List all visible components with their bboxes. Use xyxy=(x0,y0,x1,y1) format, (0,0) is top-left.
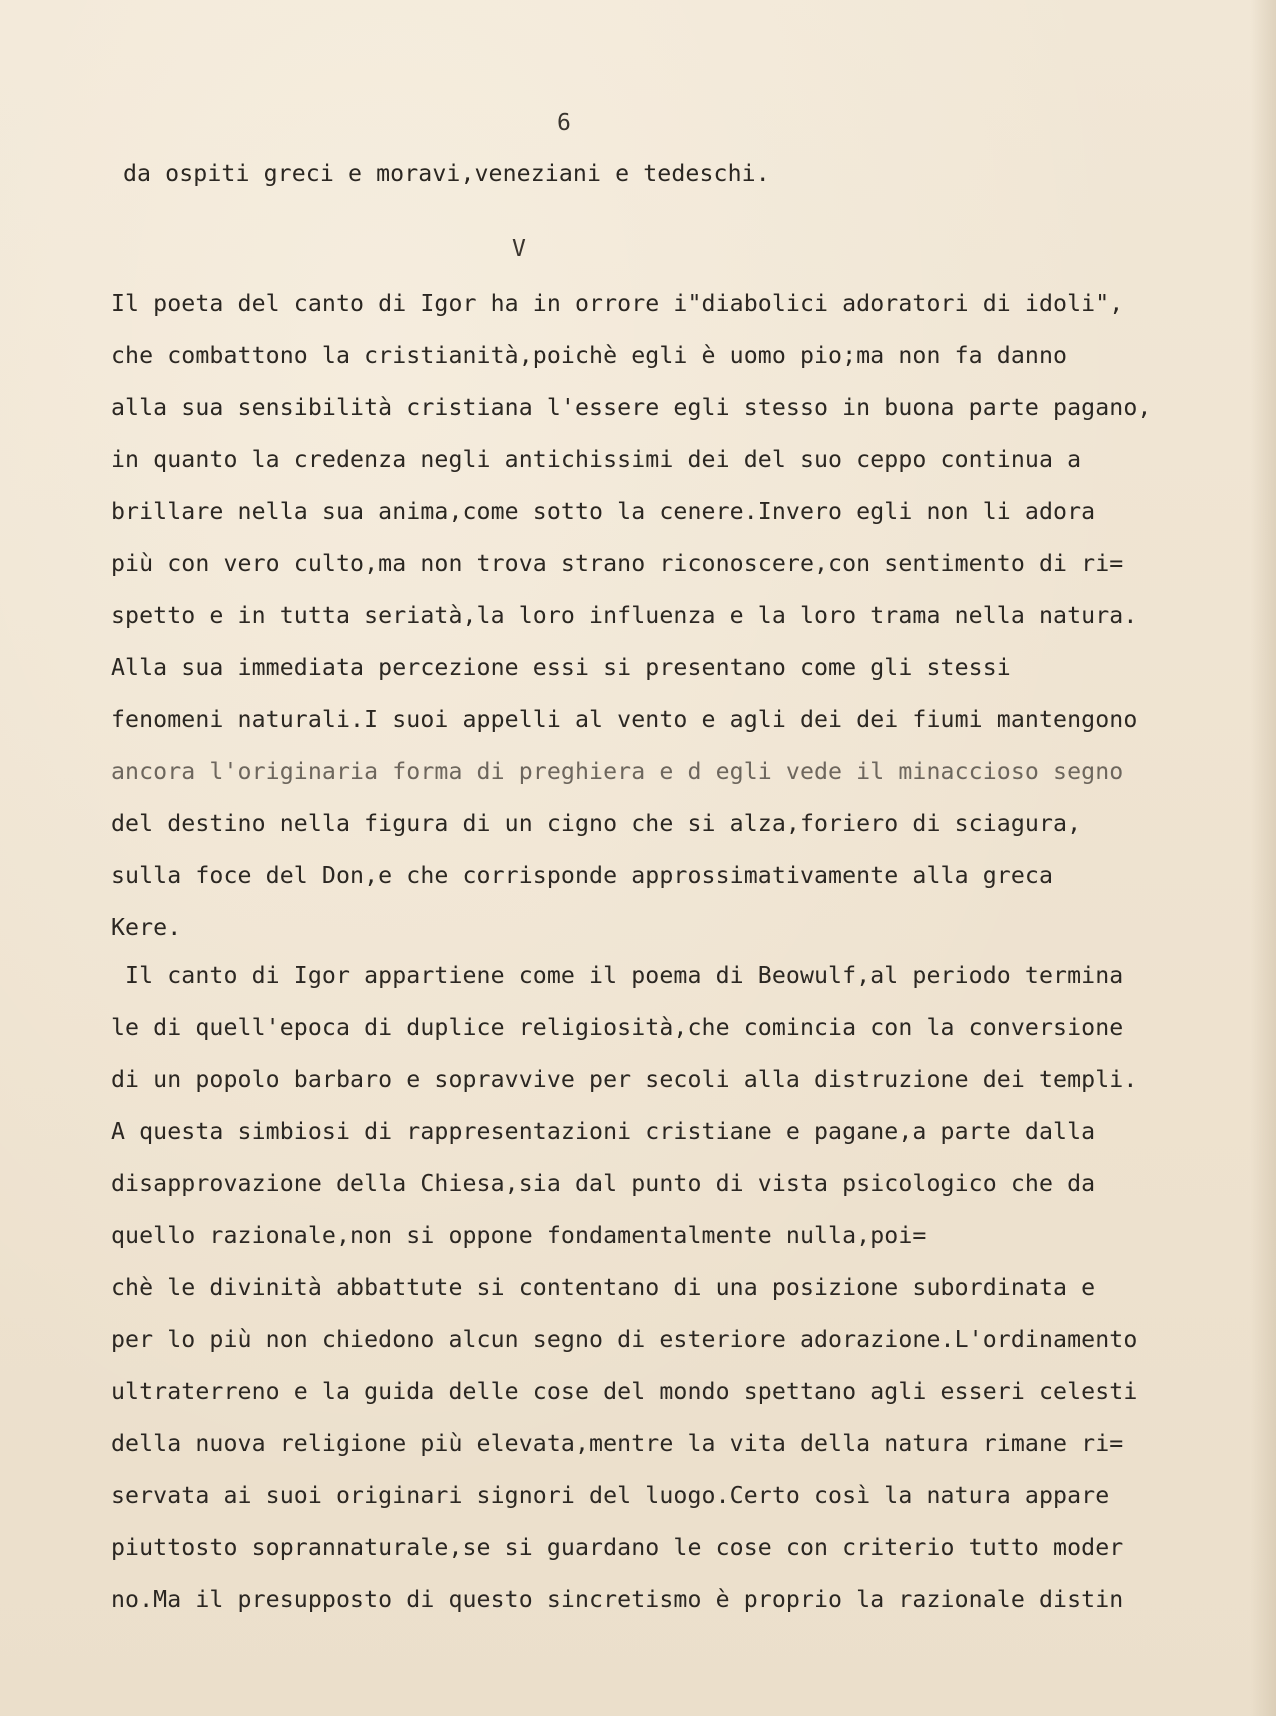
text-line: in quanto la credenza negli antichissimi dei del suo ceppo continua a xyxy=(111,446,1082,473)
text-line: brillare nella sua anima,come sotto la cenere.Invero egli non li adora xyxy=(111,498,1096,525)
text-line: Kere. xyxy=(111,914,182,941)
text-line: ultraterreno e la guida delle cose del mondo spettano agli esseri celesti xyxy=(111,1378,1138,1405)
text-line: Il poeta del canto di Igor ha in orrore i"diabolici adoratori di idoli", xyxy=(111,290,1124,317)
text-line: più con vero culto,ma non trova strano riconoscere,con sentimento di ri= xyxy=(111,550,1124,577)
text-line: disapprovazione della Chiesa,sia dal punto di vista psicologico che da xyxy=(111,1170,1096,1197)
text-line: no.Ma il presupposto di questo sincretismo è proprio la razionale distin xyxy=(111,1586,1124,1613)
text-line: per lo più non chiedono alcun segno di esteriore adorazione.L'ordinamento xyxy=(111,1326,1138,1353)
continuation-line: da ospiti greci e moravi,veneziani e tedeschi. xyxy=(123,160,770,187)
text-line: spetto e in tutta seriatà,la loro influenza e la loro trama nella natura. xyxy=(111,602,1138,629)
text-line: quello razionale,non si oppone fondamentalmente nulla,poi= xyxy=(111,1222,927,1249)
text-line: della nuova religione più elevata,mentre la vita della natura rimane ri= xyxy=(111,1430,1124,1457)
text-line: le di quell'epoca di duplice religiosità,che comincia con la conversione xyxy=(111,1014,1124,1041)
text-line: sulla foce del Don,e che corrisponde approssimativamente alla greca xyxy=(111,862,1054,889)
text-line: alla sua sensibilità cristiana l'essere egli stesso in buona parte pagano, xyxy=(111,394,1152,421)
page-number: 6 xyxy=(557,110,571,136)
text-line: Alla sua immediata percezione essi si presentano come gli stessi xyxy=(111,654,1011,681)
text-line: A questa simbiosi di rappresentazioni cristiane e pagane,a parte dalla xyxy=(111,1118,1096,1145)
text-line: Il canto di Igor appartiene come il poema di Beowulf,al periodo termina xyxy=(111,962,1124,989)
paper-edge-shading xyxy=(1250,0,1276,1716)
text-line: del destino nella figura di un cigno che si alza,foriero di sciagura, xyxy=(111,810,1082,837)
text-line: fenomeni naturali.I suoi appelli al vento e agli dei dei fiumi mantengono xyxy=(111,706,1138,733)
text-line: di un popolo barbaro e sopravvive per secoli alla distruzione dei templi. xyxy=(111,1066,1138,1093)
text-line: che combattono la cristianità,poichè egli è uomo pio;ma non fa danno xyxy=(111,342,1068,369)
text-line: piuttosto soprannaturale,se si guardano le cose con criterio tutto moder xyxy=(111,1534,1124,1561)
section-numeral: V xyxy=(512,236,526,262)
text-line: ancora l'originaria forma di preghiera e d egli vede il minaccioso segno xyxy=(111,758,1124,785)
text-line: servata ai suoi originari signori del luogo.Certo così la natura appare xyxy=(111,1482,1110,1509)
text-line: chè le divinità abbattute si contentano di una posizione subordinata e xyxy=(111,1274,1096,1301)
